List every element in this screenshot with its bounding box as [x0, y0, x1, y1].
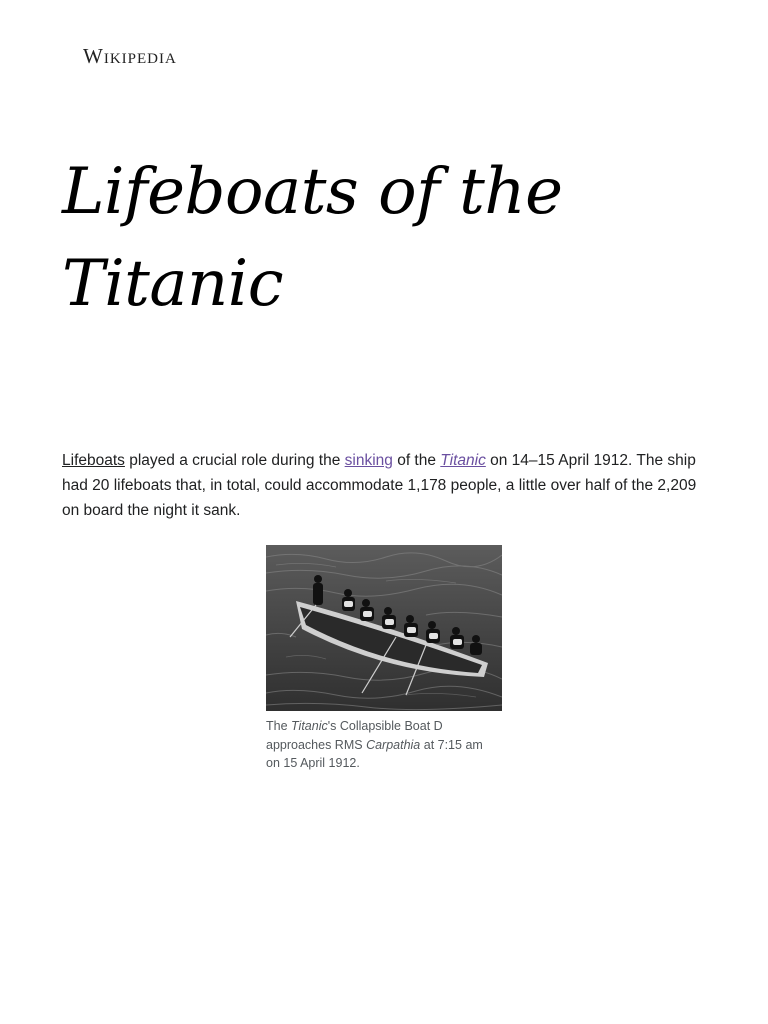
lead-paragraph — [62, 448, 710, 523]
caption-carpathia: Carpathia — [366, 737, 421, 752]
caption-titanic: Titanic — [291, 719, 328, 733]
title-line-2: Titanic — [62, 247, 284, 321]
link-lifeboats[interactable]: Lifeboats — [62, 452, 125, 469]
lead-text-2: of the — [392, 452, 441, 469]
lifeboat-photo[interactable] — [266, 545, 502, 711]
link-titanic-label: Titanic — [440, 452, 486, 469]
lead-text-1: played a crucial role during the — [124, 452, 345, 469]
link-sinking[interactable]: sinking — [344, 452, 393, 469]
link-titanic[interactable] — [440, 452, 486, 469]
caption-text-1: The — [266, 719, 292, 733]
figure-caption — [266, 717, 498, 773]
caption-text-2: 's Collapsible Boat D approaches RMS — [266, 719, 443, 752]
wikipedia-logo[interactable]: Wikipedia — [83, 44, 177, 68]
title-line-1: Lifeboats of the — [62, 155, 563, 229]
lifeboat-figure — [266, 545, 502, 773]
lead-text-3: on 14–15 April 1912. The ship had 20 lifeboats that, in total, could accommodate 1,178 people, a little over half of the 2,209 on board the night it sank. — [62, 452, 697, 519]
page-title — [62, 146, 702, 330]
caption-text-3: at 7:15 am on 15 April 1912. — [266, 737, 483, 770]
